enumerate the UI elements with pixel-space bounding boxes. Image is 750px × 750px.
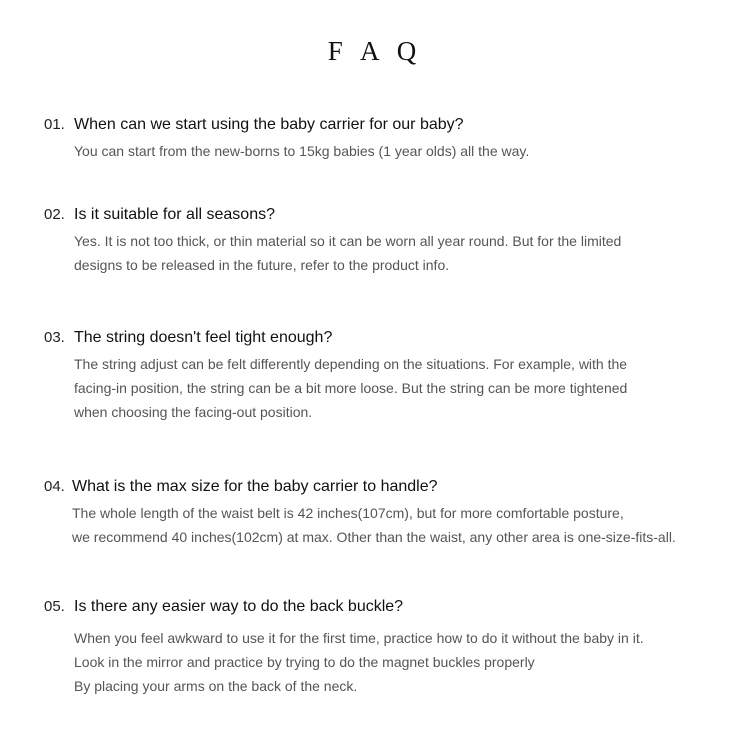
faq-answer-line: designs to be released in the future, refer to the product info. (74, 257, 450, 273)
faq-answer-line: You can start from the new-borns to 15kg babies (1 year olds) all the way. (74, 143, 530, 159)
faq-answer (44, 352, 744, 424)
faq-answer-line: When you feel awkward to use it for the first time, practice how to do it without the baby in it. (74, 630, 644, 646)
faq-item-4 (44, 478, 744, 549)
faq-answer-line: The whole length of the waist belt is 42 inches(107cm), but for more comfortable posture, (72, 505, 624, 521)
faq-answer-line: we recommend 40 inches(102cm) at max. Other than the waist, any other area is one-size-fits-all. (72, 529, 676, 545)
faq-question: Is it suitable for all seasons? (74, 206, 275, 223)
faq-question: What is the max size for the baby carrier to handle? (72, 478, 438, 495)
faq-number: 03. (44, 329, 65, 346)
faq-answer (44, 501, 744, 549)
faq-question: Is there any easier way to do the back buckle? (74, 598, 404, 615)
faq-question-row (44, 598, 744, 616)
faq-number: 05. (44, 598, 65, 615)
faq-item-2 (44, 206, 744, 277)
faq-number: 04. (44, 478, 65, 495)
faq-question-row (44, 206, 744, 224)
faq-answer (44, 626, 744, 698)
faq-answer-line: By placing your arms on the back of the neck. (74, 678, 358, 694)
faq-number: 01. (44, 116, 65, 133)
faq-answer-line: The string adjust can be felt differently depending on the situations. For example, with the (74, 356, 628, 372)
faq-item-3 (44, 329, 744, 424)
faq-item-1 (44, 116, 744, 163)
faq-answer (44, 139, 744, 163)
faq-question: The string doesn't feel tight enough? (74, 329, 333, 346)
faq-answer-line: Look in the mirror and practice by trying to do the magnet buckles properly (74, 654, 535, 670)
faq-question-row (44, 116, 744, 134)
faq-number: 02. (44, 206, 65, 223)
faq-item-5 (44, 598, 744, 698)
faq-answer-line: Yes. It is not too thick, or thin material so it can be worn all year round. But for the limited (74, 233, 622, 249)
page-title: F A Q (327, 36, 423, 66)
faq-question: When can we start using the baby carrier for our baby? (74, 116, 464, 133)
faq-question-row (44, 329, 744, 347)
faq-question-row (44, 478, 744, 496)
faq-answer (44, 229, 744, 277)
faq-answer-line: when choosing the facing-out position. (74, 404, 313, 420)
faq-answer-line: facing-in position, the string can be a bit more loose. But the string can be more tightened (74, 380, 628, 396)
